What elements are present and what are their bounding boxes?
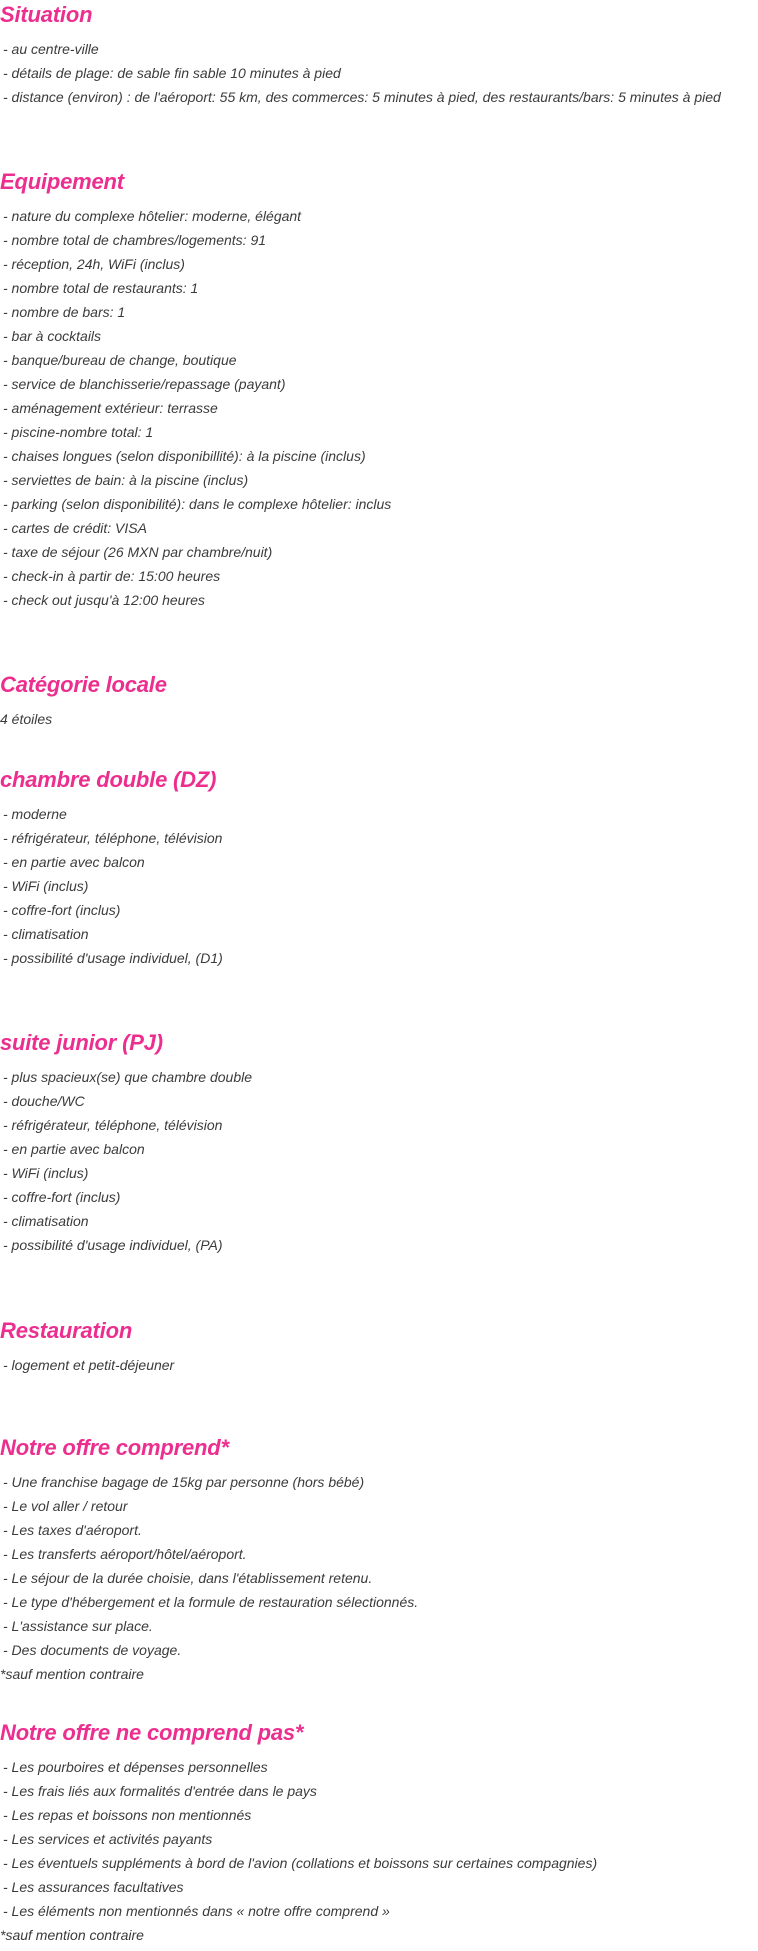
section-title: Notre offre comprend* — [0, 1435, 229, 1460]
list-item: - au centre-ville — [3, 41, 99, 57]
list-item: - distance (environ) : de l'aéroport: 55 km, des commerces: 5 minutes à pied, des restaurants/bars: 5 minutes à pied — [3, 89, 721, 105]
list-item: - logement et petit-déjeuner — [3, 1357, 175, 1373]
list-item: - Les frais liés aux formalités d'entrée dans le pays — [3, 1783, 317, 1799]
list-item: - réception, 24h, WiFi (inclus) — [3, 256, 185, 272]
section-body — [0, 1353, 756, 1377]
list-item: - réfrigérateur, téléphone, télévision — [3, 1117, 223, 1133]
list-item: - serviettes de bain: à la piscine (inclus) — [3, 472, 249, 488]
list-item: - Les pourboires et dépenses personnelles — [3, 1759, 268, 1775]
list-item: - nombre de bars: 1 — [3, 304, 126, 320]
section-title: Equipement — [0, 169, 124, 194]
list-item: - service de blanchisserie/repassage (payant) — [3, 376, 286, 392]
section-categorie-locale — [0, 670, 756, 731]
footnote: *sauf mention contraire — [0, 1927, 144, 1943]
section-restauration — [0, 1316, 756, 1377]
section-body — [0, 1470, 756, 1686]
list-item: - check-in à partir de: 15:00 heures — [3, 568, 221, 584]
list-item: - nombre total de restaurants: 1 — [3, 280, 199, 296]
list-item: - coffre-fort (inclus) — [3, 902, 121, 918]
list-item: - plus spacieux(se) que chambre double — [3, 1069, 253, 1085]
list-item: - piscine-nombre total: 1 — [3, 424, 154, 440]
list-item: - aménagement extérieur: terrasse — [3, 400, 218, 416]
list-item: - WiFi (inclus) — [3, 878, 89, 894]
footnote: *sauf mention contraire — [0, 1666, 144, 1682]
list-item: - nombre total de chambres/logements: 91 — [3, 232, 267, 248]
list-item: - en partie avec balcon — [3, 854, 145, 870]
list-item: - moderne — [3, 806, 67, 822]
list-item: - Des documents de voyage. — [3, 1642, 182, 1658]
list-item: - climatisation — [3, 926, 89, 942]
list-item: - cartes de crédit: VISA — [3, 520, 147, 536]
list-item: - Les services et activités payants — [3, 1831, 213, 1847]
section-offre-ne-comprend-pas — [0, 1718, 756, 1947]
section-body — [0, 204, 756, 612]
section-title: Restauration — [0, 1318, 133, 1343]
section-body — [0, 707, 756, 731]
list-item: - possibilité d'usage individuel, (D1) — [3, 950, 223, 966]
list-item: - détails de plage: de sable fin sable 10 minutes à pied — [3, 65, 341, 81]
section-title: Situation — [0, 2, 93, 27]
list-item: - bar à cocktails — [3, 328, 102, 344]
list-item: - Les éléments non mentionnés dans « notre offre comprend » — [3, 1903, 390, 1919]
list-item: - chaises longues (selon disponibillité): à la piscine (inclus) — [3, 448, 366, 464]
list-item: - banque/bureau de change, boutique — [3, 352, 237, 368]
list-item: - Le vol aller / retour — [3, 1498, 128, 1514]
list-item: - Les repas et boissons non mentionnés — [3, 1807, 252, 1823]
list-item: - Les assurances facultatives — [3, 1879, 184, 1895]
list-item: - Une franchise bagage de 15kg par personne (hors bébé) — [3, 1474, 365, 1490]
section-title: chambre double (DZ) — [0, 767, 217, 792]
list-item: - Les taxes d'aéroport. — [3, 1522, 142, 1538]
section-equipement — [0, 167, 756, 612]
list-item: - L'assistance sur place. — [3, 1618, 153, 1634]
section-title: suite junior (PJ) — [0, 1030, 163, 1055]
list-item: - WiFi (inclus) — [3, 1165, 89, 1181]
section-body — [0, 37, 756, 109]
list-item: - parking (selon disponibilité): dans le complexe hôtelier: inclus — [3, 496, 392, 512]
section-body — [0, 1755, 756, 1947]
section-body — [0, 1065, 756, 1257]
list-item: - possibilité d'usage individuel, (PA) — [3, 1237, 223, 1253]
list-item: - nature du complexe hôtelier: moderne, élégant — [3, 208, 302, 224]
section-offre-comprend — [0, 1433, 756, 1686]
list-item: - coffre-fort (inclus) — [3, 1189, 121, 1205]
section-title: Catégorie locale — [0, 672, 167, 697]
list-item: - Les éventuels suppléments à bord de l'avion (collations et boissons sur certaines compagnies) — [3, 1855, 598, 1871]
list-item: - taxe de séjour (26 MXN par chambre/nuit) — [3, 544, 273, 560]
list-item: - climatisation — [3, 1213, 89, 1229]
section-title: Notre offre ne comprend pas* — [0, 1720, 304, 1745]
list-item: - Les transferts aéroport/hôtel/aéroport. — [3, 1546, 247, 1562]
section-situation — [0, 0, 756, 109]
list-item: 4 étoiles — [0, 711, 53, 727]
list-item: - check out jusqu'à 12:00 heures — [3, 592, 205, 608]
list-item: - réfrigérateur, téléphone, télévision — [3, 830, 223, 846]
section-chambre-double — [0, 765, 756, 970]
list-item: - Le type d'hébergement et la formule de restauration sélectionnés. — [3, 1594, 419, 1610]
list-item: - douche/WC — [3, 1093, 85, 1109]
section-body — [0, 802, 756, 970]
list-item: - en partie avec balcon — [3, 1141, 145, 1157]
section-suite-junior — [0, 1028, 756, 1257]
list-item: - Le séjour de la durée choisie, dans l'établissement retenu. — [3, 1570, 373, 1586]
